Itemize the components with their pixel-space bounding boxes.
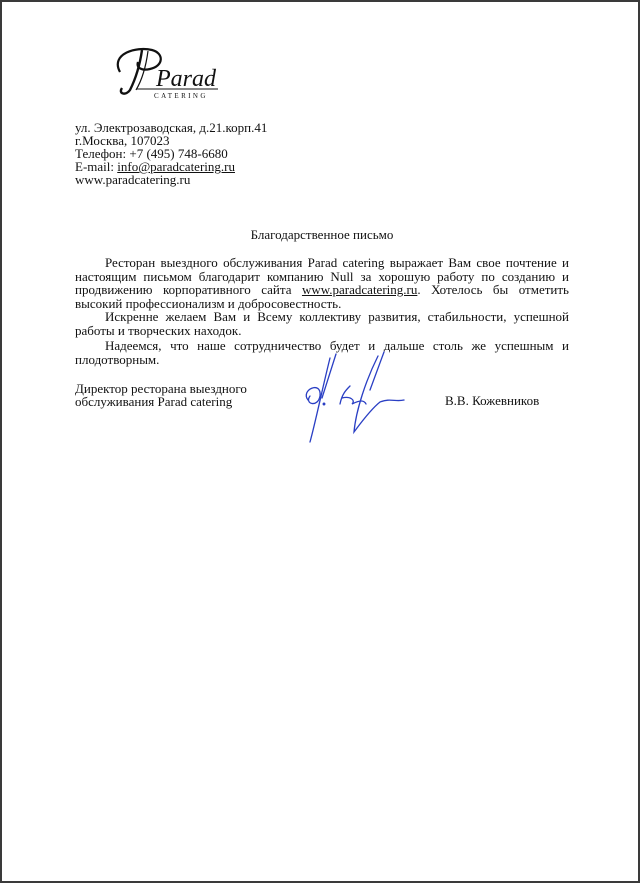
address-line: г.Москва, 107023	[75, 133, 170, 148]
paragraph-text: Ресторан выездного обслуживания Parad catering выражает Вам свое почтение и настоящим письмом благодарит компанию Null за хорошую работу по созданию и продвижению корпоративного сайта	[75, 255, 569, 297]
paragraph-thanks	[75, 256, 569, 310]
handwritten-signature	[300, 350, 410, 450]
position-line: Директор ресторана выездного	[75, 381, 247, 396]
email-label: E-mail:	[75, 159, 118, 174]
paragraph-text: . Хотелось бы отметить высокий профессионализм и добросовестность.	[75, 282, 569, 311]
paragraph-wishes: Искренне желаем Вам и Всему коллективу развития, стабильности, успешной работы и творческих находок.	[75, 309, 569, 338]
website-link[interactable]: www.paradcatering.ru	[301, 282, 418, 297]
website-line: www.paradcatering.ru	[75, 172, 191, 187]
parad-catering-logo	[106, 42, 226, 102]
email-link[interactable]: info@paradcatering.ru	[117, 159, 235, 174]
logo-wordmark: Parad	[156, 66, 216, 92]
signer-name: В.В. Кожевников	[445, 393, 540, 408]
paragraph-hope: Надеемся, что наше сотрудничество будет и дальше столь же успешным и плодотворным.	[75, 338, 569, 367]
letterhead-address	[75, 121, 267, 186]
logo-mark	[106, 42, 226, 102]
logo-subtext: CATERING	[154, 92, 208, 100]
signature-image	[300, 350, 410, 450]
address-line: ул. Электрозаводская, д.21.корп.41	[75, 120, 268, 135]
letter-title: Благодарственное письмо	[250, 227, 394, 242]
signer-position	[75, 382, 247, 408]
position-line: обслуживания Parad catering	[75, 394, 233, 409]
phone-line: Телефон: +7 (495) 748-6680	[75, 146, 228, 161]
